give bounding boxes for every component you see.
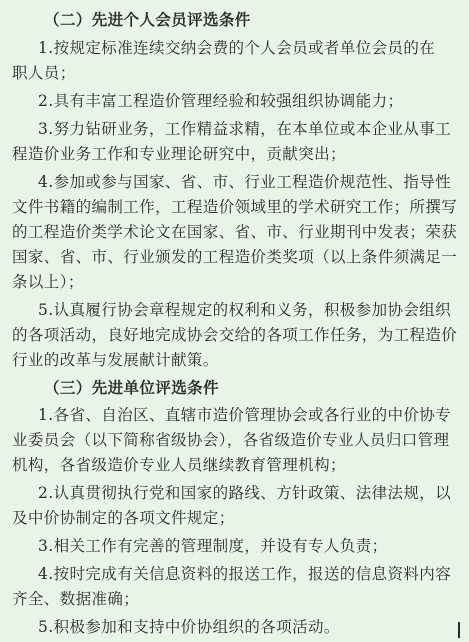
paragraph-line: 3.努力钻研业务，工作精益求精，在本单位或本企业从事工 — [38, 120, 452, 138]
paragraph-line: 1.按规定标准连续交纳会费的个人会员或者单位会员的在 — [38, 39, 436, 57]
paragraph-line: 4.参加或参与国家、省、市、行业工程造价规范性、指导性 — [38, 173, 452, 191]
paragraph-line: 的工程造价类学术论文在国家、省、市、行业期刊中发表；荣获 — [12, 223, 458, 241]
paragraph-line: 文件书籍的编制工作，工程造价领域里的学术研究工作；所撰写 — [12, 198, 458, 216]
paragraph-line: 条以上）； — [12, 273, 84, 291]
paragraph-line: 5.认真履行协会章程规定的权利和义务，积极参加协会组织 — [38, 301, 452, 319]
paragraph-line: 4.按时完成有关信息资料的报送工作，报送的信息资料内容 — [38, 565, 452, 583]
section-heading-unit: （三）先进单位评选条件 — [44, 378, 219, 397]
text-cursor — [458, 622, 460, 638]
paragraph-line: 的各项活动，良好地完成协会交给的各项工作任务，为工程造价 — [12, 326, 458, 344]
paragraph-line: 行业的改革与发展献计献策。 — [12, 351, 219, 369]
paragraph-line: 业委员会（以下简称省级协会），各省级造价专业人员归口管理 — [12, 431, 450, 449]
section-heading-individual: （二）先进个人会员评选条件 — [44, 10, 251, 29]
paragraph-line: 5.积极参加和支持中价协组织的各项活动。 — [38, 618, 340, 636]
paragraph-line: 及中价协制定的各项文件规定； — [12, 509, 235, 527]
paragraph-line: 程造价业务工作和专业理论研究中，贡献突出； — [12, 145, 346, 163]
paragraph-line: 2.认真贯彻执行党和国家的路线、方针政策、法律法规，以 — [38, 484, 452, 502]
paragraph-line: 国家、省、市、行业颁发的工程造价类奖项（以上条件须满足一 — [12, 248, 458, 266]
paragraph-line: 职人员； — [12, 64, 76, 82]
paragraph-line: 机构，各省级造价专业人员继续教育管理机构； — [12, 456, 346, 474]
paragraph-line: 2.具有丰富工程造价管理经验和较强组织协调能力； — [38, 92, 404, 110]
paragraph-line: 3.相关工作有完善的管理制度，并设有专人负责； — [38, 537, 388, 555]
paragraph-line: 1.各省、自治区、直辖市造价管理协会或各行业的中价协专 — [38, 406, 452, 424]
paragraph-line: 齐全、数据准确； — [12, 590, 140, 608]
